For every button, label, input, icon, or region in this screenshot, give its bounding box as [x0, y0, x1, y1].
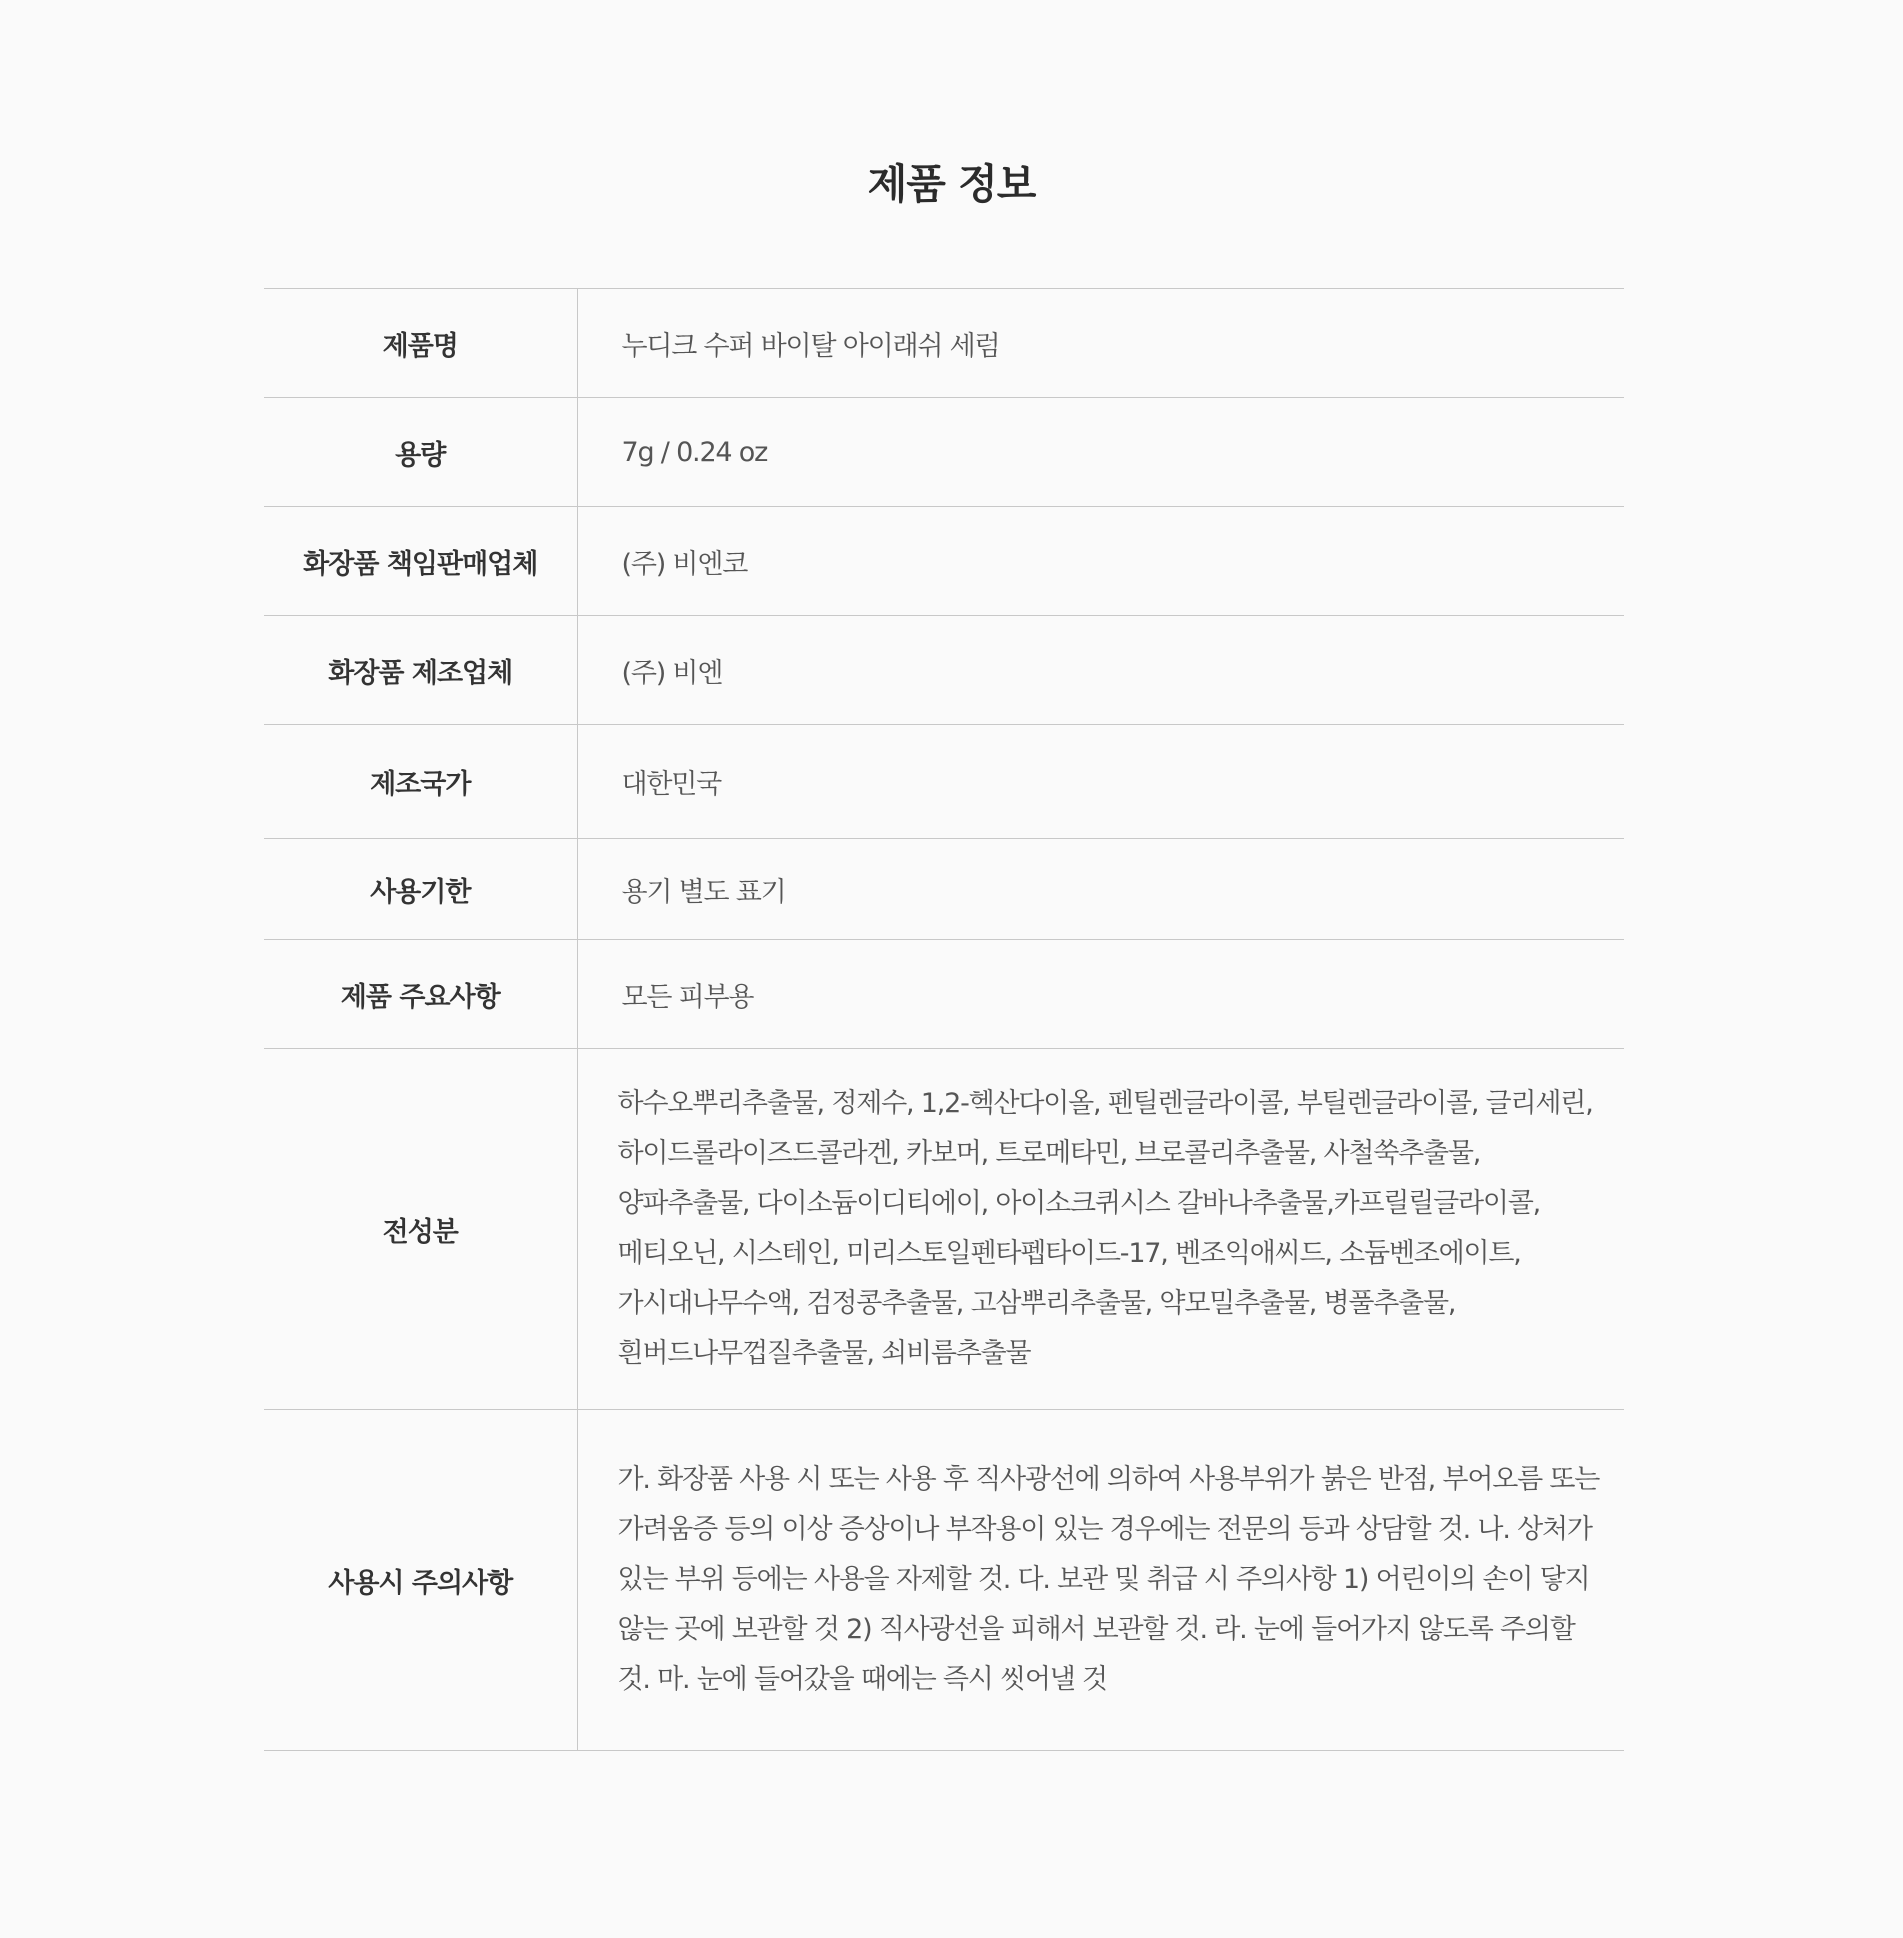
row-label: 전성분 [264, 1049, 577, 1410]
row-ingredients [264, 1049, 1624, 1410]
row-country [264, 725, 1624, 839]
row-seller [264, 507, 1624, 616]
row-value: (주) 비엔 [621, 657, 723, 689]
row-value: 대한민국 [621, 769, 722, 800]
row-label: 화장품 제조업체 [264, 616, 577, 725]
row-value: 7g / 0.24 oz [621, 436, 768, 468]
row-value: (주) 비엔코 [621, 548, 748, 580]
row-label: 제품 주요사항 [264, 940, 577, 1049]
row-value: 하수오뿌리추출물, 정제수, 1,2-헥산다이올, 펜틸렌글라이콜, 부틸렌글라이콜, 글리세린, 하이드롤라이즈드콜라겐, 카보머, 트로메타민, 브로콜리추출물, 사철쑥추출물, 양파추출물, 다이소듐이디티에이, 아이소크퀴시스 갈바나추출물,카프릴릴글라이콜, 메티오닌, 시스테인, 미리스토일펜타펩타이드-17, 벤조익애씨드, 소듐벤조에이트, 가시대나무수액, 검정콩추출물, 고삼뿌리추출물, 약모밀추출물, 병풀추출물, 흰버드나무껍질추출물, 쇠비름추출물 [617, 1088, 1593, 1369]
row-label: 사용기한 [264, 839, 577, 940]
row-label: 용량 [264, 398, 577, 507]
row-product-name [264, 289, 1624, 398]
row-label: 제조국가 [264, 725, 577, 839]
row-value: 가. 화장품 사용 시 또는 사용 후 직사광선에 의하여 사용부위가 붉은 반점, 부어오름 또는 가려움증 등의 이상 증상이나 부작용이 있는 경우에는 전문의 등과 상담할 것. 나. 상처가 있는 부위 등에는 사용을 자제할 것. 다. 보관 및 취급 시 주의사항 1) 어린이의 손이 닿지 않는 곳에 보관할 것 2) 직사광선을 피해서 보관할 것. 라. 눈에 들어가지 않도록 주의할 것. 마. 눈에 들어갔을 때에는 즉시 씻어낼 것 [617, 1464, 1600, 1695]
row-label: 사용시 주의사항 [264, 1410, 577, 1751]
row-expiry [264, 839, 1624, 940]
row-precautions [264, 1410, 1624, 1751]
page-title: 제품 정보 [867, 160, 1036, 208]
row-key-notes [264, 940, 1624, 1049]
row-value: 누디크 수퍼 바이탈 아이래쉬 세럼 [621, 330, 1000, 362]
product-info-table [264, 288, 1624, 1751]
row-label: 제품명 [264, 289, 577, 398]
row-volume [264, 398, 1624, 507]
row-value: 용기 별도 표기 [621, 876, 786, 908]
row-manufacturer [264, 616, 1624, 725]
row-value: 모든 피부용 [621, 981, 754, 1013]
row-label: 화장품 책임판매업체 [264, 507, 577, 616]
